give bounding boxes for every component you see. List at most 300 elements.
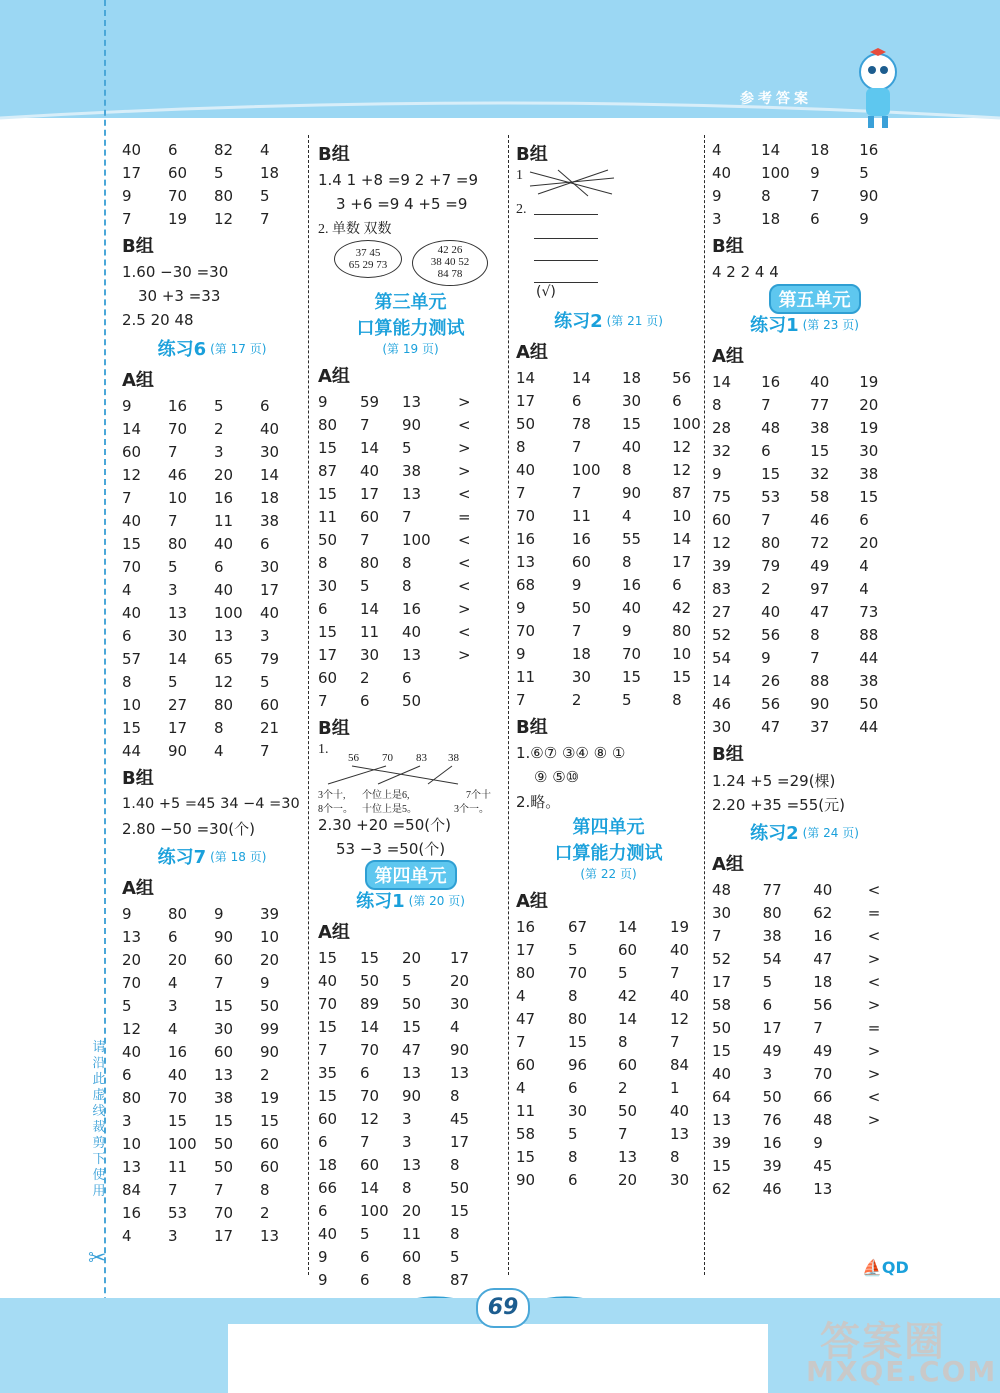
answer-cell: 7: [168, 511, 178, 530]
answer-cell: 60: [618, 1055, 638, 1074]
answer-row: [122, 1224, 302, 1247]
answer-cell: 7: [318, 691, 328, 710]
answer-row: [516, 915, 701, 938]
answer-row: [122, 1017, 302, 1040]
answer-row: [122, 693, 302, 716]
answer-cell: 58: [810, 487, 830, 506]
answer-row: [712, 692, 897, 715]
answer-cell: 6: [810, 209, 820, 228]
answer-row: [318, 666, 503, 689]
answer-cell: >: [867, 1064, 881, 1083]
cross-icon: [528, 168, 618, 198]
answer-cell: 100: [672, 414, 701, 433]
answer-cell: 62: [813, 903, 833, 922]
answer-row: [122, 601, 302, 624]
answer-cell: 8: [402, 553, 412, 572]
even-set: 42 26 38 40 52 84 78: [412, 240, 488, 286]
group-label: A组: [318, 366, 350, 387]
answer-row: [712, 416, 897, 439]
match-number: 83: [416, 752, 427, 764]
answer-row: [516, 1122, 701, 1145]
column-4: [712, 138, 897, 1200]
answer-cell: 75: [712, 487, 732, 506]
answer-cell: 88: [859, 625, 879, 644]
answer-row: [712, 1085, 897, 1108]
answer-cell: 26: [761, 671, 781, 690]
answer-cell: 32: [712, 441, 732, 460]
answer-cell: 9: [318, 1270, 328, 1289]
answer-row: [318, 528, 503, 551]
answer-row: [712, 531, 897, 554]
group-label: A组: [516, 342, 548, 363]
answer-cell: 46: [810, 510, 830, 529]
answer-grid: [122, 394, 302, 762]
answer-cell: 14: [360, 1178, 380, 1197]
answer-cell: 13: [402, 392, 422, 411]
answer-cell: 15: [214, 1111, 234, 1130]
answer-cell: 82: [214, 140, 234, 159]
answer-grid: [318, 390, 503, 712]
answer-cell: 50: [450, 1178, 470, 1197]
answer-cell: 50: [618, 1101, 638, 1120]
answer-cell: 6: [762, 995, 773, 1014]
answer-row: [516, 1076, 701, 1099]
match-text: 个位上是6,: [362, 790, 410, 801]
answer-cell: 7: [516, 690, 526, 709]
answer-cell: 15: [318, 438, 338, 457]
answer-row: [318, 1015, 503, 1038]
answer-cell: 8: [670, 1147, 680, 1166]
answer-cell: 90: [516, 1170, 536, 1189]
answer-cell: 40: [122, 511, 142, 530]
answer-cell: 45: [450, 1109, 470, 1128]
answer-cell: 49: [810, 556, 830, 575]
answer-cell: 6: [260, 396, 270, 415]
answer-cell: 6: [571, 391, 582, 410]
answer-cell: 18: [318, 1155, 338, 1174]
answer-cell: 7: [402, 507, 412, 526]
answer-row: [122, 578, 302, 601]
answer-row: [516, 412, 701, 435]
group-label: B组: [122, 768, 154, 789]
answer-cell: 15: [568, 1032, 588, 1051]
answer-row: [122, 463, 302, 486]
answer-row: [318, 1061, 503, 1084]
answer-row: [122, 532, 302, 555]
answer-cell: 17: [260, 580, 280, 599]
answer-cell: 4: [168, 1019, 178, 1038]
answer-cell: 16: [168, 1042, 188, 1061]
answer-row: [516, 504, 701, 527]
boat-icon: ⛵QD: [862, 1258, 909, 1277]
answer-cell: 8: [568, 1147, 578, 1166]
answer-cell: 15: [360, 948, 380, 967]
exercise-title: 练习1 (第 23 页): [750, 315, 859, 336]
answer-row: [318, 992, 503, 1015]
answer-cell: 6: [318, 599, 328, 618]
answer-cell: >: [867, 995, 881, 1014]
answer-cell: 20: [402, 948, 422, 967]
answer-row: [516, 1168, 701, 1191]
answer-cell: 6: [214, 557, 224, 576]
answer-cell: 90: [622, 483, 642, 502]
answer-row: [516, 938, 701, 961]
answer-cell: 6: [168, 140, 178, 159]
answer-cell: <: [867, 880, 881, 899]
answer-cell: 48: [761, 418, 781, 437]
match-number: 56: [348, 752, 359, 764]
answer-row: [122, 739, 302, 762]
answer-cell: 4: [516, 1078, 526, 1097]
answer-cell: 40: [260, 603, 280, 622]
answer-cell: 6: [122, 626, 132, 645]
answer-cell: 35: [318, 1063, 338, 1082]
answer-cell: 90: [168, 741, 188, 760]
answer-cell: 84: [670, 1055, 690, 1074]
exercise-title: 练习2 (第 21 页): [554, 311, 663, 332]
answer-grid: [122, 138, 302, 230]
answer-cell: 39: [260, 904, 280, 923]
answer-cell: 78: [571, 414, 591, 433]
answer-row: [318, 969, 503, 992]
answer-cell: 11: [571, 506, 591, 525]
answer-cell: 17: [122, 163, 142, 182]
answer-row: [516, 1099, 701, 1122]
answer-row: [122, 1086, 302, 1109]
answer-row: [318, 390, 503, 413]
answer-cell: 5: [762, 972, 773, 991]
match-number: 70: [382, 752, 393, 764]
answer-cell: 70: [360, 1040, 380, 1059]
answer-row: [712, 993, 897, 1016]
answer-cell: 44: [859, 648, 879, 667]
exercise-title: 练习6 (第 17 页): [157, 339, 267, 360]
answer-row: [318, 643, 503, 666]
answer-cell: =: [867, 1018, 881, 1037]
answer-cell: 14: [168, 649, 188, 668]
answer-cell: 40: [670, 940, 690, 959]
answer-cell: 56: [761, 625, 781, 644]
answer-cell: 18: [622, 368, 642, 387]
answer-row: [712, 646, 897, 669]
answer-cell: 70: [168, 1088, 188, 1107]
answer-cell: 9: [260, 973, 270, 992]
answer-row: [122, 647, 302, 670]
answer-cell: 16: [402, 599, 422, 618]
answer-cell: 13: [122, 927, 142, 946]
answer-cell: 80: [516, 963, 536, 982]
answer-cell: 70: [622, 644, 642, 663]
answer-row: [122, 555, 302, 578]
answer-row: [122, 948, 302, 971]
answer-line: 53 −3 =50(个): [336, 839, 446, 858]
answer-cell: 8: [122, 672, 132, 691]
answer-cell: 40: [712, 163, 732, 182]
answer-row: [712, 393, 897, 416]
answer-cell: 9: [810, 163, 820, 182]
answer-cell: 15: [122, 534, 142, 553]
answer-cell: 5: [214, 163, 224, 182]
answer-cell: 49: [813, 1041, 833, 1060]
group-label: B组: [318, 718, 350, 739]
answer-row: [122, 624, 302, 647]
answer-cell: 60: [122, 442, 142, 461]
answer-cell: 7: [810, 186, 820, 205]
answer-cell: 60: [402, 1247, 422, 1266]
answer-cell: 6: [761, 441, 771, 460]
check-mark: (√): [536, 284, 556, 300]
answer-cell: 9: [318, 392, 328, 411]
answer-cell: 52: [712, 625, 732, 644]
answer-cell: 9: [516, 644, 526, 663]
answer-cell: 18: [761, 209, 781, 228]
answer-row: [516, 688, 701, 711]
answer-cell: 20: [122, 950, 142, 969]
group-label: A组: [712, 346, 744, 367]
answer-cell: 15: [122, 718, 142, 737]
answer-cell: 17: [516, 940, 536, 959]
answer-cell: 4: [450, 1017, 460, 1036]
group-label: B组: [516, 144, 548, 165]
answer-row: [318, 689, 503, 712]
answer-cell: 4: [622, 506, 632, 525]
answer-cell: 60: [260, 1134, 280, 1153]
group-label: B组: [318, 144, 350, 165]
group-label: B组: [712, 236, 744, 257]
answer-cell: 30: [450, 994, 470, 1013]
group-label: A组: [122, 370, 154, 391]
answer-cell: 38: [859, 464, 879, 483]
answer-row: [712, 1039, 897, 1062]
answer-cell: 90: [402, 415, 422, 434]
answer-cell: 12: [712, 533, 732, 552]
cut-instruction: 请沿此虚线裁剪下使用: [92, 1040, 106, 1199]
answer-cell: 100: [761, 163, 790, 182]
answer-cell: 80: [214, 186, 234, 205]
answer-cell: 20: [214, 465, 234, 484]
answer-cell: 13: [214, 626, 234, 645]
scissors-icon: ✂: [88, 1246, 107, 1271]
answer-cell: 40: [516, 460, 536, 479]
answer-cell: 77: [762, 880, 782, 899]
exercise-title: 练习2 (第 24 页): [750, 823, 859, 844]
answer-cell: 70: [516, 506, 536, 525]
answer-cell: 12: [122, 1019, 142, 1038]
answer-cell: 30: [712, 717, 732, 736]
answer-cell: 7: [122, 209, 132, 228]
answer-row: [318, 946, 503, 969]
answer-cell: 14: [360, 1017, 380, 1036]
answer-cell: 60: [318, 668, 338, 687]
answer-cell: 15: [810, 441, 830, 460]
answer-cell: 30: [260, 442, 280, 461]
answer-cell: <: [867, 1087, 881, 1106]
answer-row: [516, 458, 701, 481]
answer-cell: 5: [568, 940, 578, 959]
answer-row: [712, 715, 897, 738]
answer-cell: 80: [761, 533, 781, 552]
answer-row: [122, 1178, 302, 1201]
answer-cell: 18: [810, 140, 830, 159]
column-3: [516, 138, 701, 1191]
answer-cell: 46: [762, 1179, 782, 1198]
answer-cell: 30: [622, 391, 642, 410]
answer-cell: 8: [618, 1032, 628, 1051]
answer-cell: 40: [810, 372, 830, 391]
answer-cell: 64: [712, 1087, 732, 1106]
answer-cell: 80: [762, 903, 782, 922]
answer-cell: 47: [810, 602, 830, 621]
answer-cell: 9: [571, 575, 582, 594]
footer-box: [228, 1324, 768, 1393]
answer-cell: 40: [168, 1065, 188, 1084]
answer-cell: 90: [450, 1040, 470, 1059]
answer-cell: 6: [260, 534, 270, 553]
answer-cell: 11: [402, 1224, 422, 1243]
answer-row: [318, 1199, 503, 1222]
answer-row: [318, 1130, 503, 1153]
answer-cell: 70: [168, 419, 188, 438]
match-lines: [318, 764, 498, 786]
match-text: 十位上是5。: [362, 804, 417, 815]
answer-cell: 57: [122, 649, 142, 668]
answer-cell: 39: [712, 1133, 732, 1152]
answer-cell: 76: [762, 1110, 782, 1129]
answer-row: [122, 161, 302, 184]
match-text: 3个十,: [318, 790, 346, 801]
answer-cell: 17: [450, 948, 470, 967]
group-label: A组: [122, 878, 154, 899]
question-number: 2.: [516, 202, 527, 217]
answer-cell: 100: [402, 530, 431, 549]
answer-row: [712, 1154, 897, 1177]
answer-row: [318, 1245, 503, 1268]
answer-cell: 40: [670, 1101, 690, 1120]
answer-cell: 8: [672, 690, 682, 709]
answer-cell: 100: [571, 460, 601, 479]
group-label: B组: [122, 236, 154, 257]
answer-row: [712, 577, 897, 600]
answer-cell: 20: [450, 971, 470, 990]
answer-cell: 38: [402, 461, 422, 480]
answer-cell: 60: [516, 1055, 536, 1074]
answer-cell: 66: [813, 1087, 833, 1106]
answer-row: [712, 924, 897, 947]
answer-cell: 30: [568, 1101, 588, 1120]
answer-cell: 70: [568, 963, 588, 982]
answer-row: [516, 481, 701, 504]
answer-cell: 58: [516, 1124, 536, 1143]
answer-cell: 4: [712, 140, 722, 159]
answer-cell: >: [867, 1110, 881, 1129]
answer-row: [122, 138, 302, 161]
answer-row: [122, 1201, 302, 1224]
answer-cell: >: [867, 1041, 881, 1060]
answer-cell: 79: [260, 649, 280, 668]
answer-row: [712, 970, 897, 993]
answer-cell: 54: [712, 648, 732, 667]
exercise-title: 练习7 (第 18 页): [157, 847, 267, 868]
answer-cell: 32: [810, 464, 830, 483]
answer-cell: 14: [712, 372, 732, 391]
answer-row: [122, 925, 302, 948]
answer-cell: 60: [214, 1042, 234, 1061]
answer-cell: 15: [761, 464, 781, 483]
page-number: 69: [476, 1288, 530, 1328]
answer-cell: 60: [618, 940, 638, 959]
answer-cell: 6: [672, 391, 682, 410]
answer-cell: 12: [122, 465, 142, 484]
answer-cell: 8: [761, 186, 771, 205]
answer-cell: 18: [260, 163, 280, 182]
answer-cell: 38: [810, 418, 830, 437]
answer-row: [516, 389, 701, 412]
answer-cell: 11: [516, 1101, 536, 1120]
answer-cell: 5: [450, 1247, 460, 1266]
answer-row: [122, 1132, 302, 1155]
answer-cell: 1: [670, 1078, 680, 1097]
answer-cell: 50: [712, 1018, 732, 1037]
answer-cell: >: [458, 645, 471, 664]
answer-cell: 19: [670, 917, 690, 936]
answer-cell: 50: [318, 530, 338, 549]
answer-cell: 21: [260, 718, 280, 737]
answer-cell: 14: [571, 368, 591, 387]
answer-grid: [318, 946, 503, 1291]
answer-row: [712, 901, 897, 924]
answer-row: [318, 620, 503, 643]
answer-cell: 60: [214, 950, 234, 969]
answer-cell: 8: [318, 553, 328, 572]
answer-cell: 17: [672, 552, 692, 571]
answer-cell: 3: [168, 996, 178, 1015]
answer-line: 1.⑥⑦ ③④ ⑧ ①: [516, 744, 626, 762]
answer-cell: 15: [712, 1041, 732, 1060]
answer-cell: 3: [214, 442, 224, 461]
answer-cell: 87: [450, 1270, 470, 1289]
answer-cell: 19: [168, 209, 188, 228]
answer-cell: 8: [450, 1155, 460, 1174]
answer-cell: 14: [260, 465, 280, 484]
answer-row: [122, 1109, 302, 1132]
page-ref: (第 19 页): [382, 342, 439, 356]
answer-cell: 9: [214, 904, 224, 923]
answer-cell: 50: [214, 1157, 234, 1176]
answer-cell: 17: [516, 391, 536, 410]
answer-cell: 2: [761, 579, 771, 598]
answer-row: [712, 439, 897, 462]
exercise-title: 练习1 (第 20 页): [356, 891, 465, 912]
answer-line: 1.40 +5 =45 34 −4 =30: [122, 796, 300, 812]
answer-cell: 5: [622, 690, 632, 709]
answer-row: [712, 1177, 897, 1200]
answer-cell: 20: [168, 950, 188, 969]
answer-cell: 53: [761, 487, 781, 506]
answer-cell: 7: [813, 1018, 823, 1037]
answer-cell: 6: [672, 575, 682, 594]
column-1: [122, 138, 302, 1247]
answer-cell: 13: [260, 1226, 280, 1245]
answer-cell: 40: [360, 461, 380, 480]
answer-cell: 8: [450, 1224, 460, 1243]
answer-cell: 7: [168, 1180, 178, 1199]
answer-cell: 11: [214, 511, 234, 530]
answer-cell: 8: [450, 1086, 460, 1105]
answer-cell: 60: [360, 1155, 380, 1174]
answer-row: [122, 994, 302, 1017]
answer-cell: 15: [318, 1017, 338, 1036]
answer-cell: 9: [813, 1133, 823, 1152]
